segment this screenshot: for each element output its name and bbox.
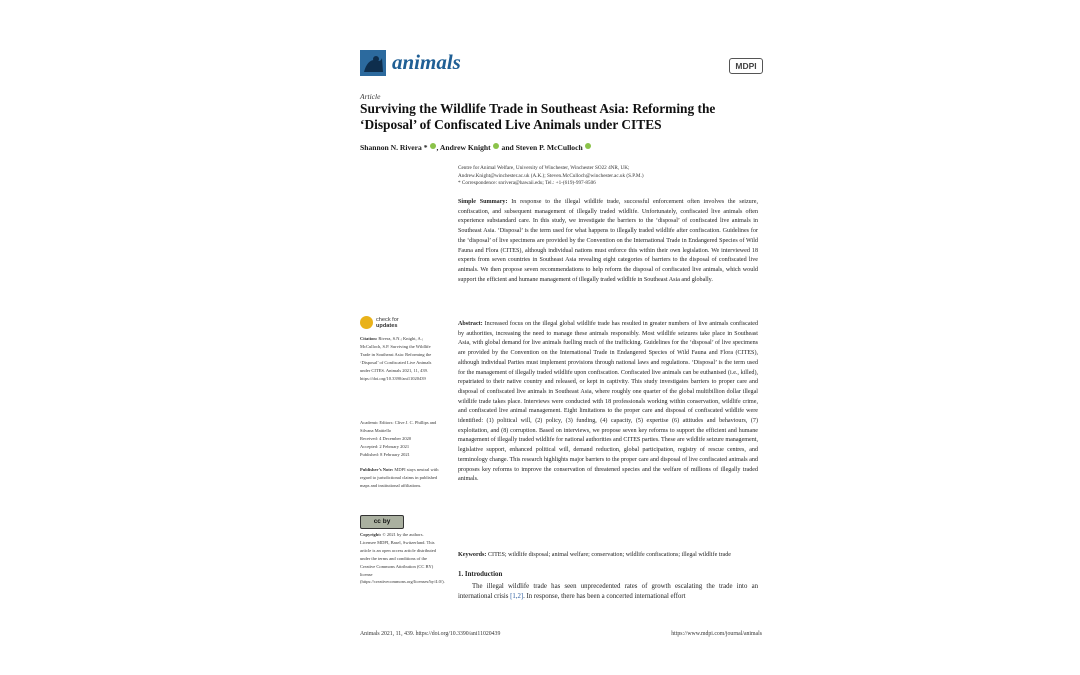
author-name: Andrew Knight xyxy=(439,143,491,152)
publisher-note xyxy=(360,466,440,490)
citation xyxy=(360,335,440,382)
updates-label: updates xyxy=(376,323,398,329)
correspondence: * Correspondence: snrivera@hawaii.edu; Tel.: +1-(619)-997-8506 xyxy=(458,180,596,187)
keywords-text: CITES; wildlife disposal; animal welfare; conservation; wildlife confiscations; illegal wildlife trade xyxy=(487,552,731,558)
publisher-logo: MDPI xyxy=(729,58,763,74)
citation-link[interactable]: [1,2] xyxy=(510,593,524,601)
cc-by-icon[interactable]: cc by xyxy=(360,515,404,529)
orcid-icon[interactable] xyxy=(493,143,499,149)
copyright-label: Copyright: xyxy=(360,532,382,537)
copyright xyxy=(360,531,445,586)
article-title: Surviving the Wildlife Trade in Southeast Asia: Reforming the ‘Disposal’ of Confiscated Live Animals under CITES xyxy=(360,101,716,132)
simple-summary xyxy=(458,198,758,285)
simple-summary-text: In response to the illegal wildlife trade, successful enforcement often involves the seizure, confiscation, and subsequent management of illegally traded wildlife. Unfortunately, confiscated live animals often experience substandard care. In this study, we investigate the barriers to the ‘disposal’ of confiscated live animals in Southeast Asia. ‘Disposal’ is the term used for what happens to illegally traded wildlife after confiscation. Guidelines for the ‘disposal’ of live specimens are provided by the Convention on the International Trade in Endangered Species of Wild Fauna and Flora (CITES), although individual nations must enforce this within their own legislation. We interviewed 18 experts from seven countries in Southeast Asia revealing eight categories of barriers to the disposal of confiscated live animals. We then propose seven recommendations to help reform the disposal of confiscated live animals, which would support the efficient and humane management of illegally traded wildlife in Southeast Asia and globally. xyxy=(458,199,758,283)
journal-logo-icon xyxy=(360,50,386,76)
orcid-icon[interactable] xyxy=(430,143,436,149)
affiliations xyxy=(458,165,758,188)
article-type: Article xyxy=(360,92,381,101)
citation-text: Rivera, S.N.; Knight, A.; McCulloch, S.P. Surviving the Wildlife Trade in Southeast Asia: Reforming the ‘Disposal’ of Confiscated Live Animals under CITES. Animals 2021, 11, 439. https://doi.org/10.3390/ani11020439 xyxy=(360,336,432,381)
keywords xyxy=(458,551,758,561)
abstract xyxy=(458,320,758,485)
accepted-date: Accepted: 2 February 2021 xyxy=(360,443,410,449)
check-label: check for xyxy=(376,317,399,323)
publisher-note-text: MDPI stays neutral with regard to jurisdictional claims in published maps and institutional affiliations. xyxy=(360,467,439,488)
section-heading: 1. Introduction xyxy=(458,571,503,578)
intro-text: The illegal wildlife trade has seen unprecedented rates of growth escalating the trade into an international crisis xyxy=(458,583,758,601)
author-name: Steven P. McCulloch xyxy=(515,143,583,152)
publisher-note-label: Publisher’s Note: xyxy=(360,467,394,472)
journal-name: animals xyxy=(392,50,461,74)
footer-citation: Animals 2021, 11, 439. https://doi.org/10.3390/ani11020439 xyxy=(360,631,501,637)
keywords-label: Keywords: xyxy=(458,552,487,558)
received-date: Received: 4 December 2020 xyxy=(360,435,412,441)
check-for-updates-button[interactable] xyxy=(360,316,440,332)
affiliation-emails: Andrew.Knight@winchester.ac.uk (A.K.); Steven.McCulloch@winchester.ac.uk (S.P.M.) xyxy=(458,172,644,179)
intro-text-continued: . In response, there has been a concerted international effort xyxy=(523,593,686,601)
citation-label: Citation: xyxy=(360,336,378,341)
check-for-updates-icon xyxy=(360,316,373,329)
abstract-label: Abstract: xyxy=(458,321,483,327)
introduction-paragraph xyxy=(458,582,758,603)
footer-journal-link[interactable]: https://www.mdpi.com/journal/animals xyxy=(671,631,762,637)
article-dates xyxy=(360,419,440,459)
author-mark: * xyxy=(421,143,428,152)
author-list: Shannon N. Rivera * , Andrew Knight and Steven P. McCulloch xyxy=(360,143,592,152)
orcid-icon[interactable] xyxy=(585,143,591,149)
academic-editors: Academic Editors: Clive J. C. Phillips and Silvana Mattiello xyxy=(360,420,437,433)
simple-summary-label: Simple Summary: xyxy=(458,199,508,205)
published-date: Published: 8 February 2021 xyxy=(360,451,410,457)
abstract-text: Increased focus on the illegal global wildlife trade has resulted in greater numbers of live animals confiscated by authorities, increasing the need to manage these animals responsibly. Most wildlife seizures take place in Southeast Asia, with global demand for live animals fuelling much of the trafficking. Guidelines for the ‘disposal’ of live specimens are provided by the Convention on the International Trade in Endangered Species of Wild Fauna and Flora (CITES), although individual Parties must implement provisions through national laws and regulations. ‘Disposal’ is the term used for the management of illegally traded wildlife upon confiscation. Confiscated live animals can be euthanised (i.e., killed), repatriated to their native country and released, or kept in captivity. This study investigates barriers to proper care and disposal of confiscated live animals in Southeast Asia, where roughly one quarter of the global multibillion dollar illegal wildlife trade takes place. Interviews were conducted with 18 professionals working within conservation, wildlife crime, and confiscated live animal management. Eight limitations to the proper care and disposal of confiscated wildlife were identified: (1) political will, (2) policy, (3) funding, (4) capacity, (5) expertise (6) attitudes and behaviours, (7) exploitation, and (8) corruption. Based on interviews, we propose seven key reforms to support the efficient and humane management of illegally traded wildlife for national authorities and CITES parties. These are wildlife seizure management, legislative support, enhanced political will, demand reduction, global participation, registry of rescue centres, and terminology change. This research highlights major barriers to the proper care and disposal of live confiscated animals and proposes key reforms to improve the conservation of threatened species and the welfare of millions of illegally traded animals. xyxy=(458,321,758,483)
copyright-text: © 2021 by the authors. Licensee MDPI, Basel, Switzerland. This article is an open access article distributed under the terms and conditions of the Creative Commons Attribution (CC BY) license (https://creativecommons.org/licenses/by/4.0/). xyxy=(360,532,445,585)
affiliation-line: Centre for Animal Welfare, University of Winchester, Winchester SO22 4NR, UK; xyxy=(458,165,630,171)
author-name: Shannon N. Rivera xyxy=(360,143,422,152)
